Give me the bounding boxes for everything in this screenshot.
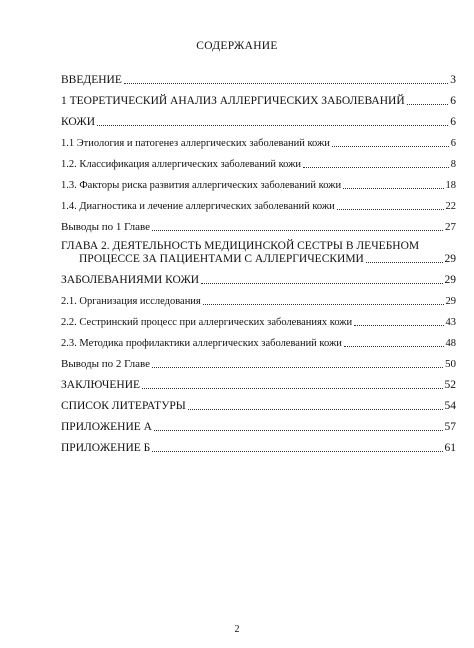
page-number: 2 [234,624,240,635]
dot-leader [332,146,449,147]
dot-leader [188,409,443,410]
toc-entry-page: 57 [444,421,456,433]
toc-entry-label: ПРИЛОЖЕНИЕ Б [61,442,151,454]
toc-entry-label: Выводы по 1 Главе [61,221,151,233]
toc-entry-1-1[interactable] [61,137,456,150]
toc-entry-2-1[interactable] [61,295,456,308]
dot-leader [152,451,442,452]
dot-leader [354,325,443,326]
toc-entry-page: 61 [444,442,456,454]
toc-entry-1-4[interactable] [61,200,456,213]
dot-leader [152,367,443,368]
toc-entry-page: 54 [444,400,456,412]
toc-entry-chapter-1-cont[interactable] [61,116,456,129]
toc-entry-label: 1.3. Факторы риска развития аллергических заболеваний кожи [61,180,342,191]
toc-entry-label: ПРИЛОЖЕНИЕ А [61,421,152,433]
dot-leader [152,230,443,231]
dot-leader [344,346,444,347]
toc-entry-label: Выводы по 2 Главе [61,358,151,370]
toc-entry-label: 2.3. Методика профилактики аллергических заболеваний кожи [61,338,342,349]
toc-entry-2-2[interactable] [61,316,456,329]
toc-entry-chapter-2-cont[interactable] [61,274,456,287]
toc-entry-conclusions-2[interactable] [61,358,456,371]
toc-entry-line2 [61,253,456,266]
toc-entry-conclusions-1[interactable] [61,221,456,234]
toc-entry-page: 22 [445,201,456,212]
dot-leader [201,283,442,284]
dot-leader [337,209,444,210]
dot-leader [142,388,442,389]
toc-entry-page: 29 [444,253,456,265]
toc-entry-1-2[interactable] [61,158,456,171]
toc-entry-page: 6 [450,116,456,128]
dot-leader [124,83,448,84]
toc-entry-page: 48 [445,338,456,349]
toc-entry-label: 1.1 Этиология и патогенез аллергических заболеваний кожи [61,138,330,149]
toc-entry-page: 43 [445,317,456,328]
dot-leader [343,188,443,189]
toc-entry-label: 2.1. Организация исследования [61,296,201,307]
table-of-contents [61,74,456,455]
toc-entry-label: 1.4. Диагностика и лечение аллергических заболеваний кожи [61,201,335,212]
toc-entry-page: 3 [450,74,456,86]
toc-entry-references[interactable] [61,400,456,413]
page-title: СОДЕРЖАНИЕ [196,40,278,52]
toc-entry-conclusion[interactable] [61,379,456,392]
toc-entry-chapter-2[interactable] [61,240,456,266]
toc-entry-page: 50 [445,358,456,370]
toc-entry-page: 6 [450,138,456,149]
toc-entry-appendix-b[interactable] [61,442,456,455]
toc-entry-label: ЗАБОЛЕВАНИЯМИ КОЖИ [61,274,200,286]
toc-entry-label: ЗАКЛЮЧЕНИЕ [61,379,141,391]
toc-entry-appendix-a[interactable] [61,421,456,434]
toc-entry-label: ВВЕДЕНИЕ [61,74,122,86]
dot-leader [154,430,443,431]
toc-entry-introduction[interactable] [61,74,456,87]
toc-entry-chapter-1[interactable] [61,95,456,108]
toc-entry-label-line2: ПРОЦЕССЕ ЗА ПАЦИЕНТАМИ С АЛЛЕРГИЧЕСКИМИ [79,253,364,265]
toc-entry-page: 29 [445,296,456,307]
dot-leader [407,104,449,105]
toc-entry-page: 52 [444,379,456,391]
toc-entry-page: 18 [445,180,456,191]
toc-entry-label: 1.2. Классификация аллергических заболеваний кожи [61,159,302,170]
toc-entry-1-3[interactable] [61,179,456,192]
dot-leader [303,167,449,168]
dot-leader [97,125,448,126]
toc-entry-page: 6 [450,95,456,107]
toc-entry-page: 27 [445,221,456,233]
toc-entry-label: 2.2. Сестринский процесс при аллергических заболеваниях кожи [61,317,353,328]
toc-entry-label-line1: ГЛАВА 2. ДЕЯТЕЛЬНОСТЬ МЕДИЦИНСКОЙ СЕСТРЫ В ЛЕЧЕБНОМ [61,240,420,252]
dot-leader [203,304,444,305]
toc-entry-label: КОЖИ [61,116,96,128]
toc-entry-label: СПИСОК ЛИТЕРАТУРЫ [61,400,186,412]
toc-entry-page: 29 [444,274,456,286]
toc-entry-page: 8 [450,159,456,170]
toc-entry-2-3[interactable] [61,337,456,350]
toc-entry-label: 1 ТЕОРЕТИЧЕСКИЙ АНАЛИЗ АЛЛЕРГИЧЕСКИХ ЗАБОЛЕВАНИЙ [61,95,405,107]
dot-leader [366,262,443,263]
